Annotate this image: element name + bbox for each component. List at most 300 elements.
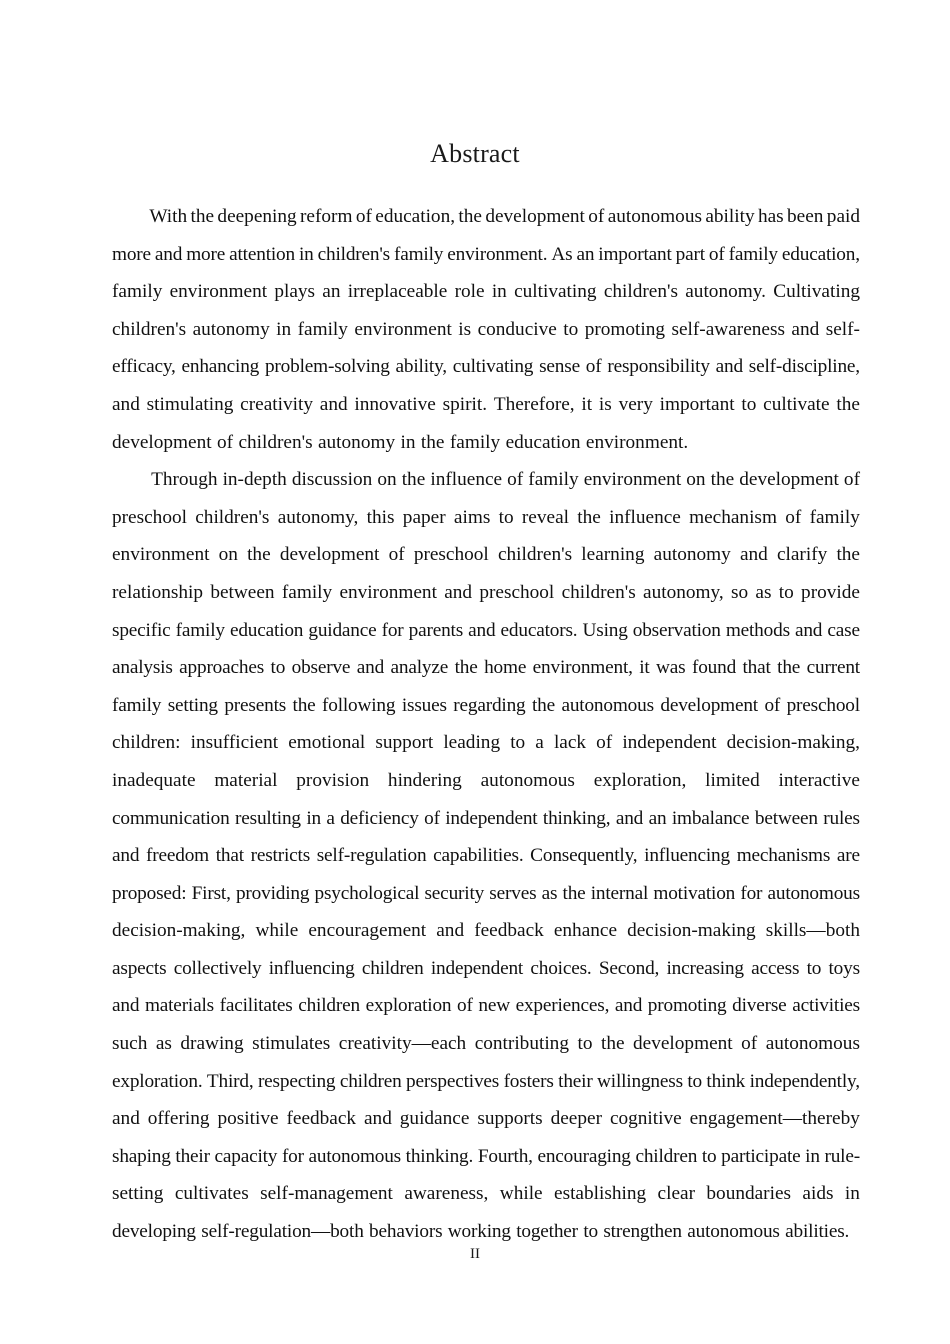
word: family (528, 469, 579, 491)
text-line (112, 732, 860, 770)
word: self-discipline, (748, 356, 860, 378)
word: in (276, 318, 292, 340)
word: First, (191, 882, 231, 904)
word: autonomy (192, 318, 270, 340)
word: paid (826, 206, 860, 227)
word: of (741, 1033, 758, 1055)
word: children: (112, 732, 181, 754)
word: on (686, 469, 706, 491)
word: environment. (585, 431, 689, 453)
word: education, (375, 206, 456, 227)
word: autonomous (561, 694, 654, 716)
word: the (458, 206, 482, 227)
word: the (836, 544, 860, 566)
word: of (507, 469, 524, 491)
word: autonomy (317, 431, 396, 453)
word: of (785, 506, 802, 528)
word: a (326, 807, 335, 829)
word: working (447, 1221, 511, 1243)
word: educators. (500, 619, 578, 641)
word: encouragement (308, 920, 427, 942)
word: the (600, 1033, 625, 1055)
word: preschool (413, 544, 489, 566)
word: decision-making, (112, 920, 246, 942)
word: Third, (206, 1070, 254, 1092)
word: plays (274, 281, 316, 303)
word: autonomous (480, 769, 575, 791)
word: emotional (288, 732, 366, 754)
word: ability, (395, 356, 447, 378)
word: promoting (647, 995, 727, 1017)
word: psychological (314, 882, 420, 904)
word: Second, (598, 957, 660, 979)
word: children's (317, 243, 390, 265)
word: cultivate (763, 393, 830, 415)
word: found (691, 657, 737, 679)
word: supports (477, 1108, 543, 1130)
word: the (710, 469, 735, 491)
word: role (454, 281, 485, 303)
word: as (541, 882, 558, 904)
word: participate (721, 1145, 801, 1167)
word: efficacy, (112, 356, 176, 378)
word: autonomous (765, 1033, 860, 1055)
text-line (112, 356, 860, 394)
word: imbalance (671, 807, 750, 829)
word: children's (195, 506, 270, 528)
word: environment. (447, 243, 548, 265)
word: autonomous (687, 1221, 780, 1243)
word: innovative (354, 393, 436, 415)
word: new (478, 995, 510, 1017)
word: self-regulation (316, 845, 427, 867)
word: influencing (268, 957, 355, 979)
word: more (112, 243, 151, 265)
word: environment (112, 544, 210, 566)
word: decision-making (627, 920, 756, 942)
word: environment, (532, 657, 633, 679)
word: and (715, 356, 743, 378)
word: cognitive (609, 1108, 682, 1130)
word: preschool (786, 694, 860, 716)
word: and (154, 243, 183, 265)
word: the (531, 694, 555, 716)
text-line (112, 958, 860, 996)
text-line (112, 1108, 860, 1146)
word: exploration. (112, 1070, 203, 1092)
word: sense (539, 356, 580, 378)
text-line (112, 995, 860, 1033)
word: environment (339, 581, 437, 603)
word: to (806, 957, 822, 979)
word: limited (705, 769, 760, 791)
word: of (424, 807, 440, 829)
word: diverse (732, 995, 787, 1017)
word: autonomy, (277, 506, 359, 528)
text-line (112, 620, 860, 658)
word: children's (112, 318, 187, 340)
word: between (754, 807, 818, 829)
word: children's (603, 281, 678, 303)
word: awareness, (404, 1183, 489, 1205)
word: experiences, (515, 995, 610, 1017)
text-line (112, 244, 860, 282)
word: perspectives (405, 1070, 500, 1092)
word: choices. (530, 957, 592, 979)
word: an (576, 243, 595, 265)
word: responsibility (607, 356, 710, 378)
word: current (806, 657, 860, 679)
text-line (112, 883, 860, 921)
word: collectively (173, 957, 262, 979)
word: development (633, 1033, 733, 1055)
word: conducive (477, 318, 557, 340)
word: creativity—each (338, 1033, 467, 1055)
word: cultivating (514, 281, 597, 303)
word: development (279, 544, 380, 566)
word: feedback (474, 920, 544, 942)
word: restricts (250, 845, 311, 867)
word: children (339, 1070, 402, 1092)
word: inadequate (112, 769, 196, 791)
word: their (558, 1070, 593, 1092)
word: influencing (644, 845, 730, 867)
word: of (596, 732, 613, 754)
word: to (778, 581, 794, 603)
word: environment (583, 469, 682, 491)
word: of (585, 356, 602, 378)
word: autonomous (308, 1145, 402, 1167)
word: clear (657, 1183, 695, 1205)
word: and (614, 995, 643, 1017)
word: in (491, 281, 507, 303)
word: autonomous (607, 206, 702, 227)
word: stimulating (146, 393, 234, 415)
word: materials (144, 995, 214, 1017)
text-line (112, 845, 860, 883)
word: such (112, 1033, 148, 1055)
word: observe (291, 657, 351, 679)
word: this (366, 506, 395, 528)
word: environment (169, 281, 268, 303)
word: methods (725, 619, 790, 641)
word: to (563, 318, 579, 340)
word: on (377, 469, 397, 491)
word: for (381, 619, 404, 641)
word: enhancing (181, 356, 260, 378)
word: in-depth (222, 469, 287, 491)
word: serves (489, 882, 537, 904)
word: in (805, 1145, 820, 1167)
word: self-regulation—both (201, 1221, 364, 1243)
word: an (648, 807, 667, 829)
word: the (577, 506, 601, 528)
word: family (281, 581, 333, 603)
word: the (401, 469, 426, 491)
text-line (112, 1033, 860, 1071)
word: reveal (521, 506, 569, 528)
word: observation (632, 619, 721, 641)
word: case (827, 619, 860, 641)
word: of (764, 694, 781, 716)
word: respecting (257, 1070, 336, 1092)
word: that (742, 657, 771, 679)
word: Cultivating (773, 281, 860, 303)
word: independent (445, 807, 538, 829)
text-line (112, 432, 860, 470)
word: and (615, 807, 644, 829)
word: positive (217, 1108, 279, 1130)
word: analysis (112, 657, 173, 679)
word: and (364, 1108, 392, 1130)
word: abilities. (785, 1221, 850, 1243)
word: family (175, 619, 225, 641)
word: shaping (112, 1145, 171, 1167)
word: has (757, 206, 784, 227)
word: aspects (112, 957, 167, 979)
word: independently, (749, 1070, 860, 1092)
word: so (730, 581, 749, 603)
word: to (270, 657, 286, 679)
word: to (510, 732, 526, 754)
word: self-awareness (671, 318, 785, 340)
word: issues (401, 694, 447, 716)
word: education, (781, 243, 860, 265)
word: Fourth, (477, 1145, 533, 1167)
word: family (297, 318, 348, 340)
word: internal (590, 882, 649, 904)
word: family (449, 431, 501, 453)
word: is (598, 393, 612, 415)
word: the (190, 206, 215, 227)
text-line (112, 695, 860, 733)
word: was (656, 657, 686, 679)
word: willingness (597, 1070, 683, 1092)
word: the (292, 694, 316, 716)
word: and (791, 318, 820, 340)
word: deeper (550, 1108, 602, 1130)
word: children's (497, 544, 573, 566)
word: discussion (291, 469, 373, 491)
word: communication (112, 807, 230, 829)
word: and (436, 920, 465, 942)
word: motivation (653, 882, 736, 904)
word: support (375, 732, 434, 754)
word: guidance (399, 1108, 470, 1130)
word: together (516, 1221, 578, 1243)
word: family (728, 243, 778, 265)
word: rules (823, 807, 860, 829)
word: spirit. (442, 393, 488, 415)
word: for (740, 882, 763, 904)
word: home (484, 657, 527, 679)
word: following (322, 694, 396, 716)
word: fosters (503, 1070, 554, 1092)
word: thinking. (405, 1145, 474, 1167)
word: to (577, 1033, 593, 1055)
word: family (809, 506, 860, 528)
word: development (660, 694, 758, 716)
word: of (216, 431, 234, 453)
word: it (639, 657, 650, 679)
word: family (393, 243, 444, 265)
word: independent (430, 957, 524, 979)
word: specific (112, 619, 171, 641)
word: insufficient (190, 732, 279, 754)
word: increasing (666, 957, 744, 979)
word: preschool (112, 506, 187, 528)
word: in (400, 431, 416, 453)
word: attention (229, 243, 295, 265)
word: aids (802, 1183, 834, 1205)
word: to (701, 1145, 717, 1167)
page-title: Abstract (430, 139, 520, 169)
word: decision-making, (726, 732, 860, 754)
word: resulting (235, 807, 301, 829)
word: autonomy (653, 544, 731, 566)
word: important (598, 243, 672, 265)
word: As (551, 243, 573, 265)
word: thinking, (542, 807, 611, 829)
word: clarify (776, 544, 828, 566)
word: of (355, 206, 372, 227)
word: the (247, 544, 271, 566)
word: the (420, 431, 445, 453)
word: Through (151, 469, 218, 491)
word: of (708, 243, 725, 265)
word: in (306, 807, 321, 829)
text-line (112, 469, 860, 507)
word: reform (300, 206, 353, 227)
word: while (499, 1183, 543, 1205)
word: rule- (824, 1145, 860, 1167)
word: and (356, 657, 385, 679)
word: exploration (365, 995, 452, 1017)
word: activities (792, 995, 860, 1017)
word: proposed: (112, 882, 187, 904)
word: security (424, 882, 485, 904)
word: With (149, 206, 188, 227)
word: children (361, 957, 424, 979)
word: to (583, 1221, 598, 1243)
word: behaviors (369, 1221, 443, 1243)
word: cultivates (174, 1183, 249, 1205)
word: self- (825, 318, 860, 340)
word: establishing (554, 1183, 647, 1205)
word: children's (561, 581, 636, 603)
word: as (155, 1033, 172, 1055)
text-line (112, 1183, 860, 1221)
word: autonomy. (685, 281, 766, 303)
word: environment (354, 318, 452, 340)
word: presents (224, 694, 287, 716)
word: guidance (308, 619, 377, 641)
word: the (836, 393, 860, 415)
word: part (675, 243, 705, 265)
word: stimulates (252, 1033, 331, 1055)
word: encouraging (537, 1145, 631, 1167)
word: important (659, 393, 735, 415)
word: facilitates (219, 995, 293, 1017)
word: analyze (390, 657, 449, 679)
word: setting (167, 694, 218, 716)
word: while (255, 920, 299, 942)
word: exploration, (593, 769, 687, 791)
word: strengthen (603, 1221, 682, 1243)
word: it (581, 393, 593, 415)
word: interactive (778, 769, 860, 791)
word: to (498, 506, 514, 528)
text-line (112, 206, 860, 244)
word: and (739, 544, 768, 566)
word: ability (705, 206, 755, 227)
word: contributing (474, 1033, 569, 1055)
word: as (755, 581, 772, 603)
word: influence (609, 506, 681, 528)
word: feedback (286, 1108, 357, 1130)
word: for (281, 1145, 304, 1167)
word: in (844, 1183, 860, 1205)
word: enhance (553, 920, 618, 942)
word: cultivating (452, 356, 534, 378)
word: development (739, 469, 839, 491)
word: Therefore, (493, 393, 575, 415)
word: Consequently, (530, 845, 638, 867)
word: and (468, 619, 496, 641)
word: capabilities. (433, 845, 524, 867)
abstract-body (112, 206, 860, 1259)
word: drawing (180, 1033, 244, 1055)
word: hindering (387, 769, 462, 791)
word: education (505, 431, 581, 453)
word: and (112, 995, 140, 1017)
word: a (535, 732, 544, 754)
word: and (112, 393, 140, 415)
text-line (112, 507, 860, 545)
word: more (186, 243, 226, 265)
word: in (298, 243, 314, 265)
text-line (112, 808, 860, 846)
word: material (214, 769, 278, 791)
word: provide (801, 581, 860, 603)
word: deepening (217, 206, 297, 227)
word: the (777, 657, 801, 679)
word: deficiency (340, 807, 419, 829)
word: learning (581, 544, 645, 566)
word: very (618, 393, 653, 415)
word: boundaries (706, 1183, 792, 1205)
paragraph-2 (112, 469, 860, 1258)
text-line (112, 394, 860, 432)
word: the (454, 657, 478, 679)
word: setting (112, 1183, 164, 1205)
word: preschool (479, 581, 555, 603)
word: skills—both (765, 920, 860, 942)
text-line (112, 657, 860, 695)
word: access (751, 957, 800, 979)
word: of (588, 206, 605, 227)
word: education (229, 619, 304, 641)
page-number: II (470, 1246, 480, 1262)
word: and (794, 619, 823, 641)
word: irreplaceable (347, 281, 448, 303)
word: children (635, 1145, 698, 1167)
word: freedom (146, 845, 209, 867)
text-line (112, 544, 860, 582)
word: parents (408, 619, 464, 641)
word: creativity (240, 393, 313, 415)
word: on (218, 544, 238, 566)
